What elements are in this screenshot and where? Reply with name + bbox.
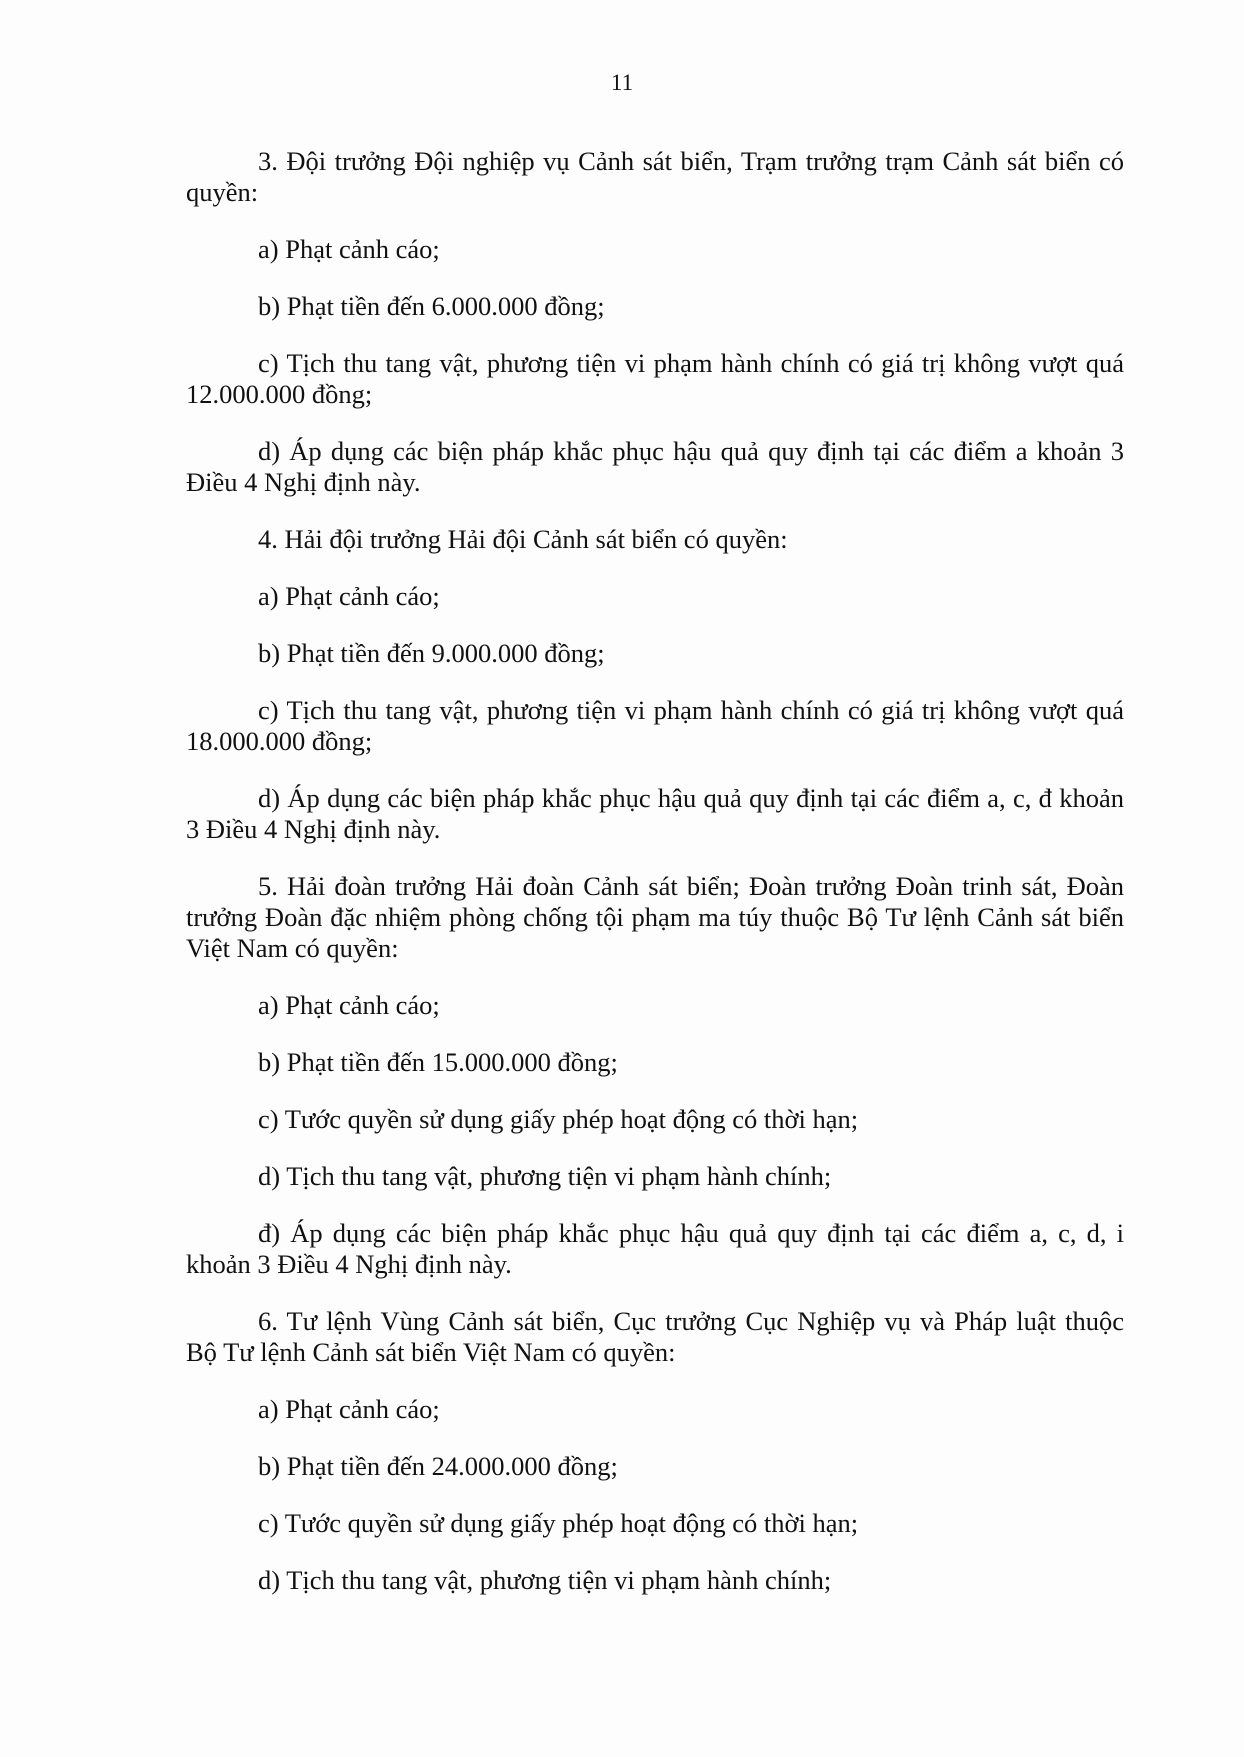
paragraph-item: b) Phạt tiền đến 9.000.000 đồng; xyxy=(258,638,605,668)
paragraph-item: d) Áp dụng các biện pháp khắc phục hậu quả quy định tại các điểm a, c, đ khoản 3 Điều 4 Nghị định này. xyxy=(186,783,1124,844)
paragraph-item: b) Phạt tiền đến 6.000.000 đồng; xyxy=(258,291,605,321)
paragraph-item: c) Tước quyền sử dụng giấy phép hoạt động có thời hạn; xyxy=(258,1104,859,1134)
paragraph-item: c) Tịch thu tang vật, phương tiện vi phạm hành chính có giá trị không vượt quá 12.000.000 đồng; xyxy=(186,348,1124,409)
page-number: 11 xyxy=(610,70,634,95)
paragraph-item: c) Tịch thu tang vật, phương tiện vi phạm hành chính có giá trị không vượt quá 18.000.000 đồng; xyxy=(186,695,1124,756)
paragraph-clause-6: 6. Tư lệnh Vùng Cảnh sát biển, Cục trưởng Cục Nghiệp vụ và Pháp luật thuộc Bộ Tư lệnh Cảnh sát biển Việt Nam có quyền: xyxy=(186,1306,1124,1367)
paragraph-item: c) Tước quyền sử dụng giấy phép hoạt động có thời hạn; xyxy=(258,1508,859,1538)
paragraph-item: d) Tịch thu tang vật, phương tiện vi phạm hành chính; xyxy=(258,1161,832,1191)
paragraph-item: đ) Áp dụng các biện pháp khắc phục hậu quả quy định tại các điểm a, c, d, i khoản 3 Điều 4 Nghị định này. xyxy=(186,1218,1124,1279)
paragraph-clause-3: 3. Đội trưởng Đội nghiệp vụ Cảnh sát biển, Trạm trưởng trạm Cảnh sát biển có quyền: xyxy=(186,146,1124,207)
document-body xyxy=(186,146,1124,1622)
paragraph-item: d) Áp dụng các biện pháp khắc phục hậu quả quy định tại các điểm a khoản 3 Điều 4 Nghị định này. xyxy=(186,436,1124,497)
paragraph-item: a) Phạt cảnh cáo; xyxy=(258,990,440,1020)
paragraph-item: d) Tịch thu tang vật, phương tiện vi phạm hành chính; xyxy=(258,1565,832,1595)
paragraph-item: a) Phạt cảnh cáo; xyxy=(258,234,440,264)
paragraph-clause-4: 4. Hải đội trưởng Hải đội Cảnh sát biển có quyền: xyxy=(258,524,788,554)
paragraph-item: a) Phạt cảnh cáo; xyxy=(258,581,440,611)
paragraph-clause-5: 5. Hải đoàn trưởng Hải đoàn Cảnh sát biển; Đoàn trưởng Đoàn trinh sát, Đoàn trưởng Đoàn đặc nhiệm phòng chống tội phạm ma túy thuộc Bộ Tư lệnh Cảnh sát biển Việt Nam có quyền: xyxy=(186,871,1124,963)
paragraph-item: b) Phạt tiền đến 15.000.000 đồng; xyxy=(258,1047,618,1077)
paragraph-item: b) Phạt tiền đến 24.000.000 đồng; xyxy=(258,1451,618,1481)
paragraph-item: a) Phạt cảnh cáo; xyxy=(258,1394,440,1424)
